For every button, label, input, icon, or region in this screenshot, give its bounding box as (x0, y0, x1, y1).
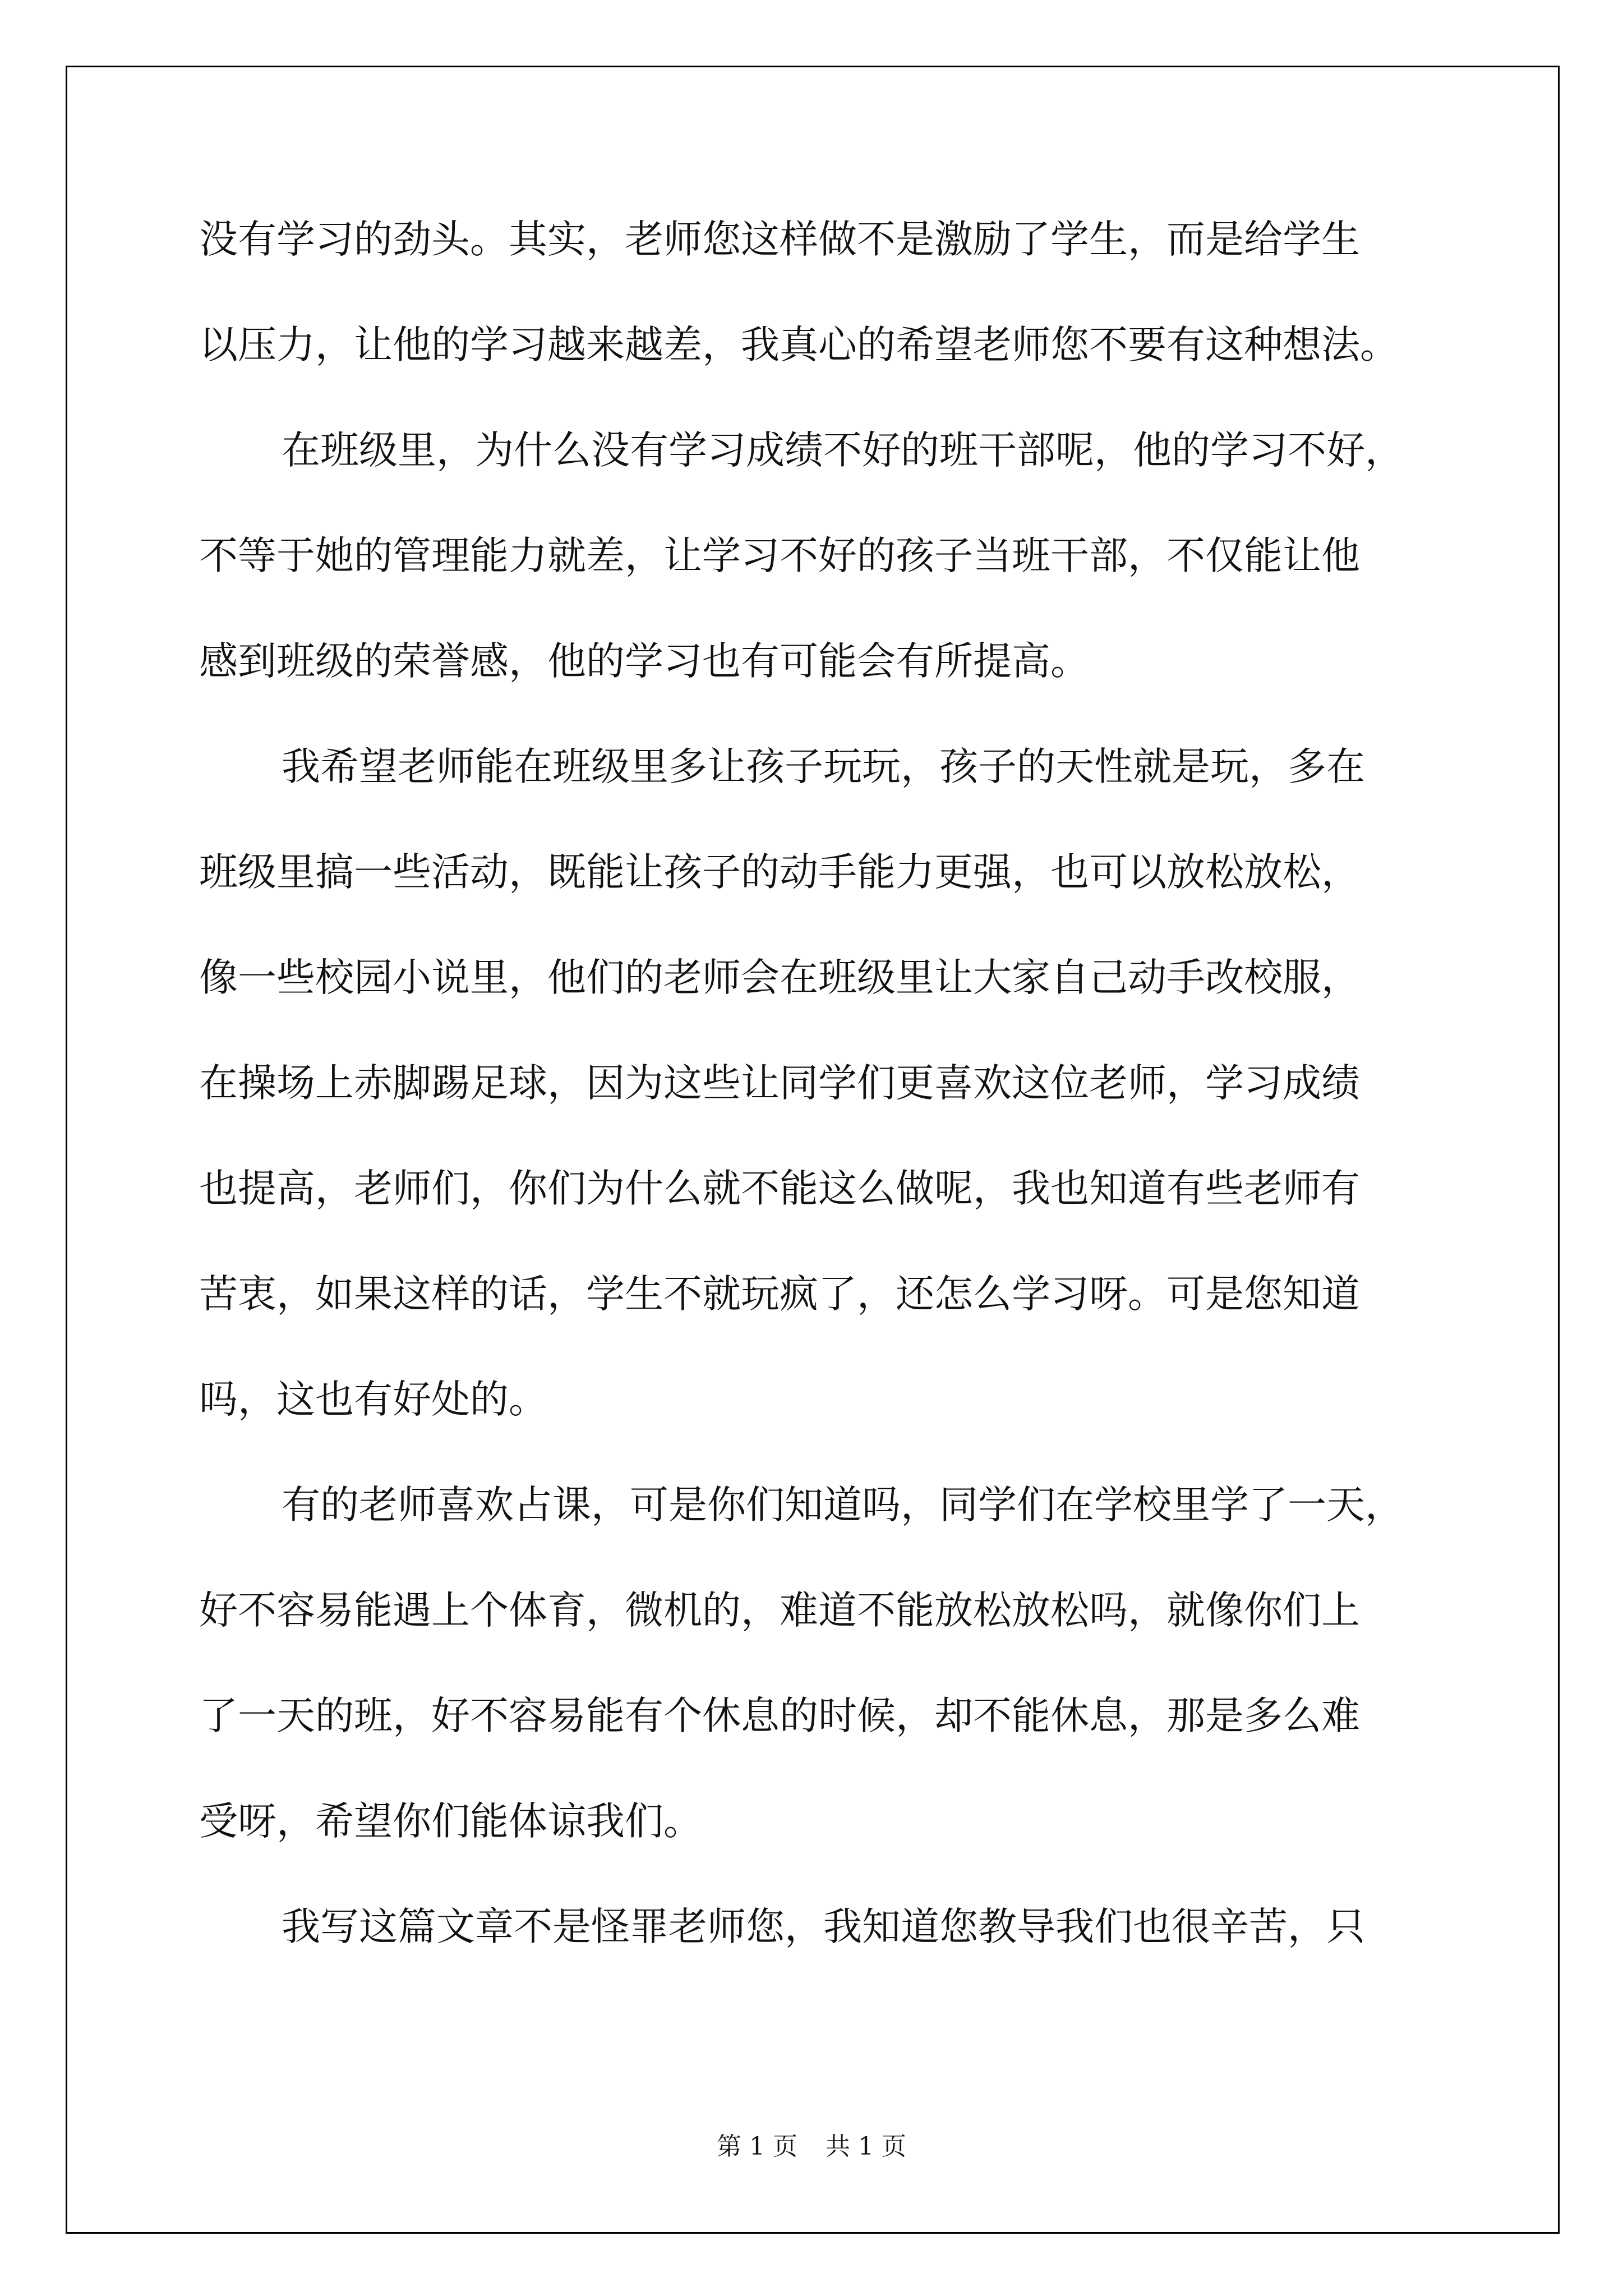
paragraph-start-line: 我写这篇文章不是怪罪老师您，我知道您教导我们也很辛苦，只 (282, 1904, 1365, 1949)
text-line: 以压力，让他的学习越来越差，我真心的希望老师您不要有这种想法。 (199, 323, 1399, 367)
text-line: 苦衷，如果这样的话，学生不就玩疯了，还怎么学习呀。可是您知道 (199, 1272, 1360, 1317)
text-line: 像一些校园小说里，他们的老师会在班级里让大家自己动手改校服， (199, 955, 1360, 1000)
text-line: 了一天的班，好不容易能有个休息的时候，却不能休息，那是多么难 (199, 1694, 1360, 1738)
text-line: 在操场上赤脚踢足球，因为这些让同学们更喜欢这位老师，学习成绩 (199, 1061, 1360, 1106)
text-line: 感到班级的荣誉感，他的学习也有可能会有所提高。 (199, 639, 1089, 684)
page-total: 共 1 页 (826, 2132, 906, 2161)
paragraph-start-line: 在班级里，为什么没有学习成绩不好的班干部呢，他的学习不好， (282, 428, 1404, 473)
text-line: 班级里搞一些活动，既能让孩子的动手能力更强，也可以放松放松， (199, 850, 1360, 895)
page-footer (0, 2126, 1623, 2162)
paragraph-start-line: 有的老师喜欢占课，可是你们知道吗，同学们在学校里学了一天， (282, 1483, 1404, 1527)
text-line: 好不容易能遇上个体育，微机的，难道不能放松放松吗，就像你们上 (199, 1588, 1360, 1633)
text-line: 也提高，老师们，你们为什么就不能这么做呢，我也知道有些老师有 (199, 1166, 1360, 1211)
page-number: 第 1 页 (717, 2132, 797, 2161)
text-line: 吗，这也有好处的。 (199, 1377, 547, 1422)
paragraph-start-line: 我希望老师能在班级里多让孩子玩玩，孩子的天性就是玩，多在 (282, 744, 1365, 789)
text-line: 不等于她的管理能力就差，让学习不好的孩子当班干部，不仅能让他 (199, 533, 1360, 578)
text-line: 没有学习的劲头。其实，老师您这样做不是激励了学生，而是给学生 (199, 217, 1360, 262)
text-line: 受呀，希望你们能体谅我们。 (199, 1799, 702, 1844)
